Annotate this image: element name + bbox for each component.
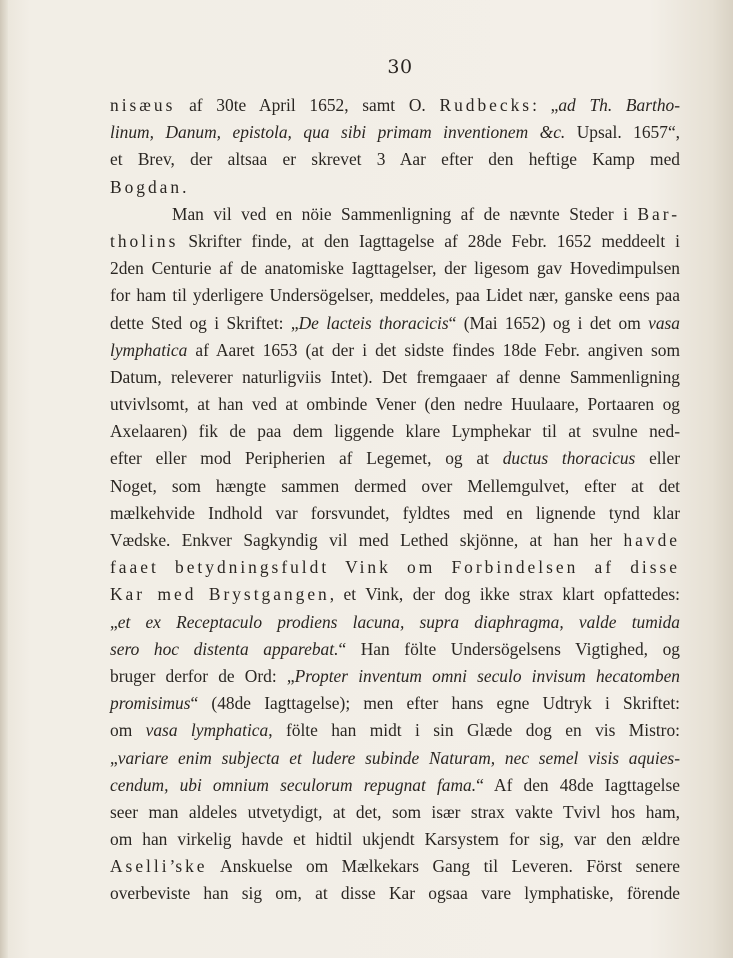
text-run: utvivlsomt, at han ved at ombinde Vener (den nedre Huulaare, Portaaren og <box>110 394 680 415</box>
spaced-name-text: ske <box>175 856 208 877</box>
text-run: ’ <box>169 856 176 877</box>
text-line <box>110 391 680 418</box>
page-binding-edge <box>0 0 8 958</box>
text-run: . <box>182 176 187 197</box>
text-line <box>110 636 680 663</box>
text-line <box>110 255 680 282</box>
italic-latin-text: lymphatica <box>110 339 188 360</box>
italic-latin-text: &c. <box>539 122 566 143</box>
text-line <box>110 772 680 799</box>
italic-latin-text: variare enim subjecta et ludere subinde Naturam, nec semel visis aquies- <box>117 747 680 768</box>
text-run: mælkehvide Indhold var forsvundet, fyldtes med en lignende tynd klar <box>110 502 680 523</box>
italic-latin-text: promisimus <box>110 693 191 714</box>
text-run: Anskuelse om Mælkekars Gang til Leveren. Först senere <box>207 856 680 877</box>
italic-latin-text: linum, Danum, epistola, qua sibi primam inventionem <box>110 122 529 143</box>
text-line <box>110 445 680 472</box>
text-line <box>110 581 680 608</box>
text-run: overbeviste han sig om, at disse Kar ogsaa vare lymphatiske, förende <box>110 883 680 904</box>
text-run: om han virkelig havde et hidtil ukjendt Karsystem for sig, var den ældre <box>110 829 680 850</box>
text-run: et Brev, der altsaa er skrevet 3 Aar efter den heftige Kamp med <box>110 149 680 170</box>
text-line <box>110 799 680 826</box>
text-line <box>110 92 680 119</box>
text-run: “ (48de Iagttagelse); men efter hans egne Udtryk i Skriftet: <box>190 693 680 714</box>
spaced-name-text: Kar med Brystgangen <box>110 584 330 605</box>
text-line <box>110 663 680 690</box>
text-line <box>110 228 680 255</box>
text-run: om <box>110 720 146 741</box>
text-run: bruger derfor de Ord: „ <box>110 665 295 686</box>
text-run: af Aaret 1653 (at der i det sidste findes 18de Febr. angiven som <box>187 339 680 360</box>
text-run: eller <box>635 448 680 469</box>
text-run: 2den Centurie af de anatomiske Iagttagelser, der ligesom gav Hovedimpulsen <box>110 258 680 279</box>
text-run: „ <box>110 611 118 632</box>
spaced-name-text: Aselli <box>110 856 170 877</box>
italic-latin-text: ductus thoracicus <box>502 448 636 469</box>
text-line <box>110 609 680 636</box>
text-line <box>110 418 680 445</box>
text-run: “ Han fölte Undersögelsens Vigtighed, og <box>338 638 680 659</box>
text-line <box>110 527 680 554</box>
text-line <box>110 880 680 907</box>
italic-latin-text: et ex Receptaculo prodiens lacuna, supra diaphragma, valde tumida <box>117 611 680 632</box>
text-line <box>110 364 680 391</box>
text-run: Man vil ved en nöie Sammenligning af de nævnte Steder i <box>172 203 638 224</box>
italic-latin-text: Propter inventum omni seculo invisum hecatomben <box>294 665 680 686</box>
text-run: for ham til yderligere Undersögelser, meddeles, paa Lidet nær, ganske eens paa <box>110 285 680 306</box>
text-line <box>110 717 680 744</box>
italic-latin-text: vasa lymphatica <box>145 720 269 741</box>
spaced-name-text: Bogdan <box>110 176 183 197</box>
text-run: Upsal. 1657“, <box>565 122 681 143</box>
text-line <box>110 690 680 717</box>
spaced-name-text: Bar- <box>637 203 680 224</box>
text-run: Datum, releverer naturligviis Intet). Det fremgaaer af denne Sammenligning <box>110 366 680 387</box>
text-line <box>110 337 680 364</box>
text-line <box>110 146 680 173</box>
text-run: , fölte han midt i sin Glæde dog en vis Mistro: <box>268 720 681 741</box>
italic-latin-text: vasa <box>648 312 680 333</box>
text-run: , et Vink, der dog ikke strax klart opfattedes: <box>329 584 680 605</box>
text-run <box>528 122 540 142</box>
page-number: 30 <box>387 56 413 78</box>
text-line <box>110 554 680 581</box>
text-line <box>110 310 680 337</box>
italic-latin-text: cendum, ubi omnium seculorum repugnat fama. <box>110 774 477 795</box>
text-line <box>110 745 680 772</box>
text-line <box>110 201 680 228</box>
text-line <box>110 853 680 880</box>
spaced-name-text: nisæus <box>110 95 176 115</box>
text-line <box>110 473 680 500</box>
text-run: Vædske. Enkver Sagkyndig vil med Lethed skjönne, at han her <box>110 530 624 550</box>
text-run: efter eller mod Peripherien af Legemet, og at <box>110 448 503 469</box>
italic-latin-text: De lacteis thoracicis <box>298 312 449 333</box>
text-line <box>110 500 680 527</box>
spaced-name-text: Rudbecks <box>439 95 533 115</box>
spaced-name-text: tholins <box>110 230 179 251</box>
text-run: „ <box>110 747 118 768</box>
text-line <box>110 119 680 146</box>
spaced-name-text: faaet betydningsfuldt Vink om Forbindelsen af disse <box>110 557 680 578</box>
text-run: Noget, som hængte sammen dermed over Mellemgulvet, efter at det <box>110 475 680 496</box>
text-line <box>110 826 680 853</box>
text-run: seer man aldeles utvetydigt, at det, som især strax vakte Tvivl hos ham, <box>110 801 680 822</box>
body-text <box>110 92 680 908</box>
text-line <box>110 282 680 309</box>
text-run: Skrifter finde, at den Iagttagelse af 28de Febr. 1652 meddeelt i <box>178 230 680 251</box>
text-run: “ Af den 48de Iagttagelse <box>476 774 681 795</box>
text-run: af 30te April 1652, samt O. <box>175 95 440 115</box>
spaced-name-text: havde <box>623 530 680 550</box>
text-run: dette Sted og i Skriftet: „ <box>110 312 299 333</box>
text-run: Axelaaren) fik de paa dem liggende klare Lymphekar til at svulne ned- <box>110 421 680 442</box>
text-run: : „ <box>532 95 559 115</box>
text-line <box>110 174 680 201</box>
text-run: “ (Mai 1652) og i det om <box>448 312 649 333</box>
italic-latin-text: ad Th. Bartho- <box>558 95 681 115</box>
italic-latin-text: sero hoc distenta apparebat. <box>110 638 339 659</box>
